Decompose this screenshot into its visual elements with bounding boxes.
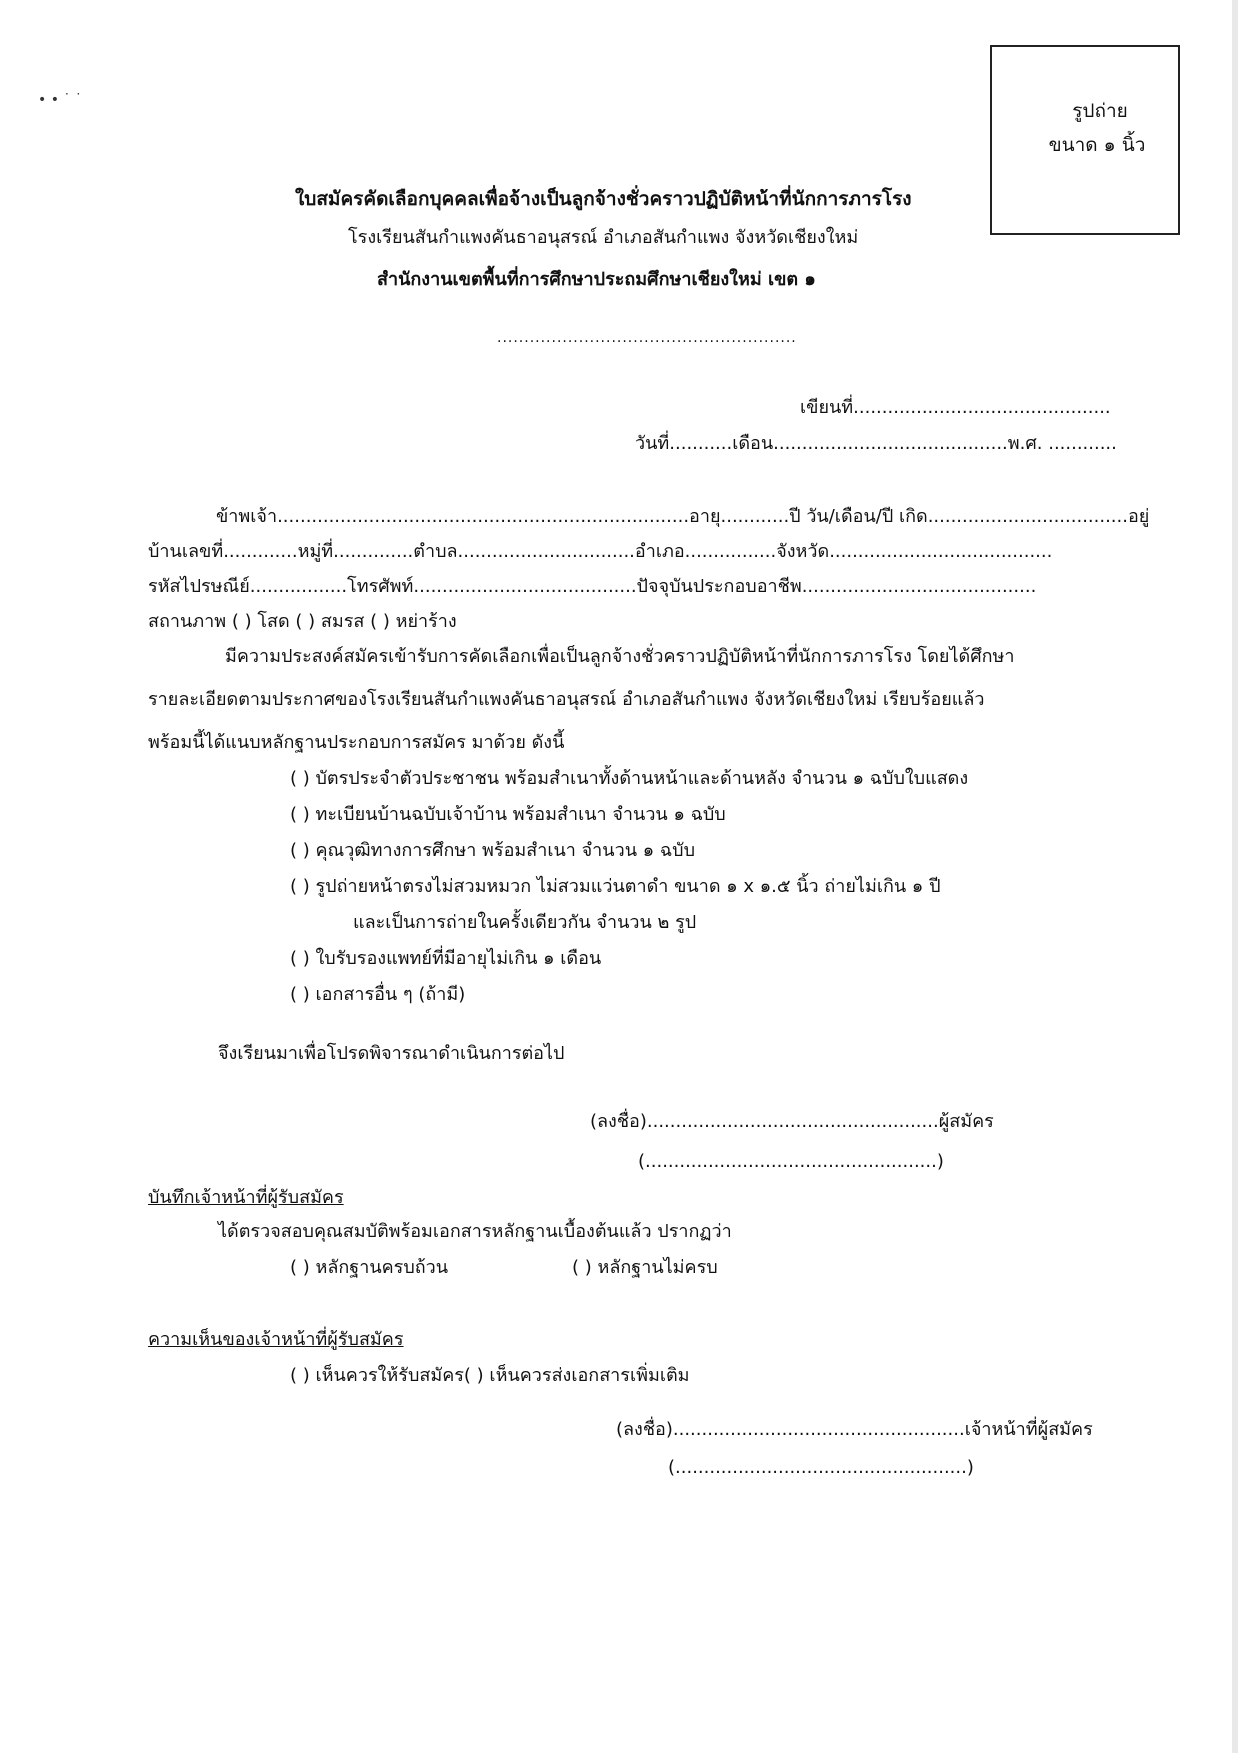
body-paragraph-2: รายละเอียดตามประกาศของโรงเรียนสันกำแพงคันธาอนุสรณ์ อำเภอสันกำแพง จังหวัดเชียงใหม่ เรียบร้อยแล้ว <box>148 689 985 710</box>
written-at-line: เขียนที่............................................. <box>800 397 1111 418</box>
photo-box <box>990 45 1180 235</box>
evidence-incomplete-option: ( ) หลักฐานไม่ครบ <box>572 1257 718 1278</box>
personal-line-name-age: ข้าพเจ้า........................................................................อายุ............ปี วัน/เดือน/ปี เกิด...................................อยู่ <box>216 506 1150 527</box>
personal-line-address: บ้านเลขที่.............หมู่ที่..............ตำบล...............................อำเภอ................จังหวัด....................................... <box>148 541 1053 562</box>
officer-opinion-heading: ความเห็นของเจ้าหน้าที่ผู้รับสมัคร <box>148 1329 404 1350</box>
officer-name-line: (...................................................) <box>668 1457 974 1478</box>
header-dotted-line: ....................................................... <box>497 330 797 346</box>
officer-record-text: ได้ตรวจสอบคุณสมบัติพร้อมเอกสารหลักฐานเบื้องต้นแล้ว ปรากฏว่า <box>218 1221 732 1242</box>
evidence-complete-option: ( ) หลักฐานครบถ้วน <box>290 1257 449 1278</box>
school-name: โรงเรียนสันกำแพงคันธาอนุสรณ์ อำเภอสันกำแพง จังหวัดเชียงใหม่ <box>348 227 859 248</box>
officer-record-heading: บันทึกเจ้าหน้าที่ผู้รับสมัคร <box>148 1187 344 1208</box>
attachment-photo: ( ) รูปถ่ายหน้าตรงไม่สวมหมวก ไม่สวมแว่นตาดำ ขนาด ๑ x ๑.๕ นิ้ว ถ่ายไม่เกิน ๑ ปี <box>290 876 941 897</box>
date-line: วันที่...........เดือน.........................................พ.ศ. ............ <box>635 433 1117 454</box>
scan-specks: • • ˙ ˙ <box>38 92 82 108</box>
applicant-name-line: (...................................................) <box>638 1151 944 1172</box>
scan-edge-shadow <box>1232 0 1238 1753</box>
attachment-id-card: ( ) บัตรประจำตัวประชาชน พร้อมสำเนาทั้งด้านหน้าและด้านหลัง จำนวน ๑ ฉบับใบแสดง <box>290 768 969 789</box>
personal-line-postcode-phone: รหัสไปรษณีย์.................โทรศัพท์.......................................ปัจจุบันประกอบอาชีพ......................................... <box>148 576 1037 597</box>
marital-status-line: สถานภาพ ( ) โสด ( ) สมรส ( ) หย่าร้าง <box>148 611 457 632</box>
body-paragraph-3: พร้อมนี้ได้แนบหลักฐานประกอบการสมัคร มาด้วย ดังนี้ <box>148 732 565 753</box>
officer-opinion-options: ( ) เห็นควรให้รับสมัคร( ) เห็นควรส่งเอกสารเพิ่มเติม <box>290 1365 690 1386</box>
attachment-other-documents: ( ) เอกสารอื่น ๆ (ถ้ามี) <box>290 984 466 1005</box>
attachment-house-registration: ( ) ทะเบียนบ้านฉบับเจ้าบ้าน พร้อมสำเนา จำนวน ๑ ฉบับ <box>290 804 726 825</box>
office-name: สำนักงานเขตพื้นที่การศึกษาประถมศึกษาเชียงใหม่ เขต ๑ <box>377 269 816 290</box>
form-title: ใบสมัครคัดเลือกบุคคลเพื่อจ้างเป็นลูกจ้างชั่วคราวปฏิบัติหน้าที่นักการภารโรง <box>295 188 912 210</box>
body-paragraph-1: มีความประสงค์สมัครเข้ารับการคัดเลือกเพื่อเป็นลูกจ้างชั่วคราวปฏิบัติหน้าที่นักการภารโรง โดยได้ศึกษา <box>225 646 1015 667</box>
closing-sentence: จึงเรียนมาเพื่อโปรดพิจารณาดำเนินการต่อไป <box>218 1043 565 1064</box>
attachment-education: ( ) คุณวุฒิทางการศึกษา พร้อมสำเนา จำนวน ๑ ฉบับ <box>290 840 695 861</box>
officer-signature-line: (ลงชื่อ)...................................................เจ้าหน้าที่ผู้สมัคร <box>616 1419 1093 1440</box>
attachment-photo-continued: และเป็นการถ่ายในครั้งเดียวกัน จำนวน ๒ รูป <box>353 912 697 933</box>
photo-box-label: รูปถ่าย <box>1072 100 1128 122</box>
applicant-signature-line: (ลงชื่อ)...................................................ผู้สมัคร <box>590 1111 994 1132</box>
attachment-medical-certificate: ( ) ใบรับรองแพทย์ที่มีอายุไม่เกิน ๑ เดือน <box>290 948 602 969</box>
photo-box-size: ขนาด ๑ นิ้ว <box>1048 134 1146 156</box>
